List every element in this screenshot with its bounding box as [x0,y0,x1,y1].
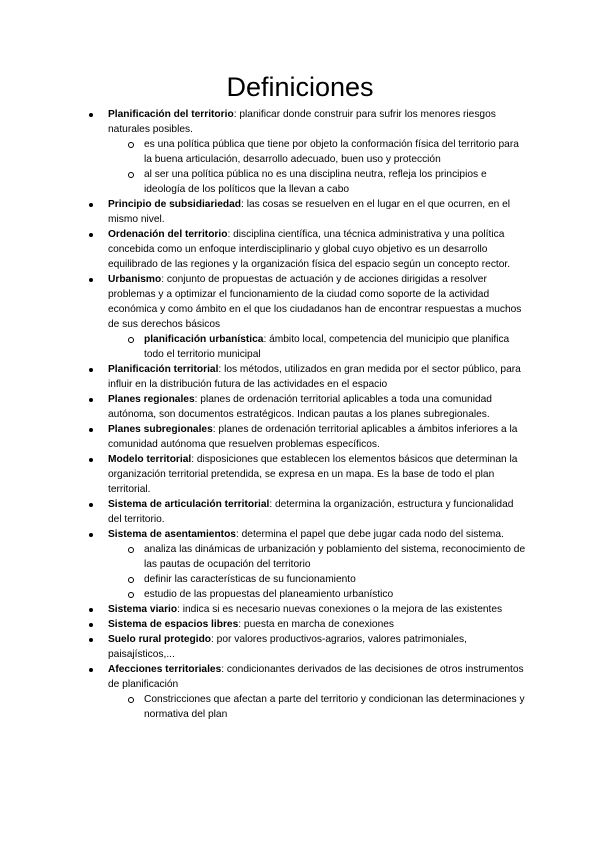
sub-list [108,137,526,197]
sub-text: estudio de las propuestas del planeamiento urbanístico [144,589,394,600]
definition-term: Planes subregionales [108,424,213,435]
definition-item [108,197,526,227]
definition-text: : determina el papel que debe jugar cada nodo del sistema. [235,529,504,540]
definitions-list [108,107,526,722]
definition-term: Modelo territorial [108,454,192,465]
definition-text: : los métodos, utilizados en gran medida por el sector público, para influir en la distribución futura de las actividades en el espacio [108,364,521,390]
definition-text: : condicionantes derivados de las decisiones de otros instrumentos de planificación [108,664,524,690]
sub-list [108,542,526,602]
definition-item [108,362,526,392]
definition-text: : puesta en marcha de conexiones [238,619,394,630]
sub-text: : ámbito local, competencia del municipio que planifica todo el territorio municipal [144,334,510,360]
definition-text: : planes de ordenación territorial aplicables a toda una comunidad autónoma, son documentos estratégicos. Indican pautas a los planes subregionales. [108,394,492,420]
sub-item [144,167,526,197]
definition-term: Suelo rural protegido [108,634,212,645]
page-title: Definiciones [226,72,374,102]
definition-text: : determina la organización, estructura y funcionalidad del territorio. [108,499,514,525]
sub-text: al ser una política pública no es una disciplina neutra, refleja los principios e ideología de los políticos que la llevan a cabo [144,169,487,195]
sub-item [144,137,526,167]
definition-term: Planificación territorial [108,364,219,375]
definition-text: : planificar donde construir para sufrir los menores riesgos naturales posibles. [108,109,496,135]
sub-term: planificación urbanística [144,334,264,345]
definition-text: : por valores productivos-agrarios, valores patrimoniales, paisajísticos,... [108,634,467,660]
sub-item [144,542,526,572]
definition-item [108,452,526,497]
definition-item [108,107,526,197]
definition-item [108,392,526,422]
definition-item [108,632,526,662]
definition-term: Sistema de asentamientos [108,529,236,540]
sub-item [144,587,526,602]
definition-term: Planificación del territorio [108,109,234,120]
definition-term: Planes regionales [108,394,195,405]
definition-text: : disposiciones que establecen los elementos básicos que determinan la organización territorial pretendida, se expresa en un mapa. Es la base de todo el plan territorial. [108,454,518,495]
sub-list [108,692,526,722]
sub-text: analiza las dinámicas de urbanización y poblamiento del sistema, reconocimiento de las pautas de ocupación del territorio [144,544,526,570]
sub-item [144,332,526,362]
definition-item [108,497,526,527]
sub-list [108,332,526,362]
definition-item [108,662,526,722]
definition-term: Afecciones territoriales [108,664,222,675]
definition-term: Sistema viario [108,604,178,615]
definition-text: : las cosas se resuelven en el lugar en el que ocurren, en el mismo nivel. [108,199,511,225]
definition-item [108,227,526,272]
definition-term: Sistema de espacios libres [108,619,239,630]
definition-term: Ordenación del territorio [108,229,228,240]
definition-item [108,422,526,452]
definition-item [108,527,526,602]
definition-text: : disciplina científica, una técnica administrativa y una política concebida como un enfoque interdisciplinario y global cuyo objetivo es un desarrollo equilibrado de las regiones y la organización física del espacio según un concepto rector. [108,229,511,270]
sub-text: es una política pública que tiene por objeto la conformación física del territorio para la buena articulación, desarrollo adecuado, buen uso y protección [144,139,519,165]
definition-term: Urbanismo [108,274,162,285]
sub-text: definir las características de su funcionamiento [144,574,356,585]
definition-item [108,617,526,632]
definition-item [108,272,526,362]
definition-item [108,602,526,617]
sub-text: Constricciones que afectan a parte del territorio y condicionan las determinaciones y normativa del plan [144,694,525,720]
definition-text: : planes de ordenación territorial aplicables a ámbitos inferiores a la comunidad autónoma que resuelven problemas específicos. [108,424,518,450]
definition-text: : indica si es necesario nuevas conexiones o la mejora de las existentes [177,604,503,615]
definition-text: : conjunto de propuestas de actuación y de acciones dirigidas a resolver problemas y a optimizar el funcionamiento de la ciudad como soporte de la actividad económica y como ámbito en el que los ciudadanos han de encontrar respuestas a muchos de sus derechos básicos [108,274,522,330]
sub-item [144,692,526,722]
sub-item [144,572,526,587]
definition-term: Principio de subsidiariedad [108,199,242,210]
definition-term: Sistema de articulación territorial [108,499,270,510]
